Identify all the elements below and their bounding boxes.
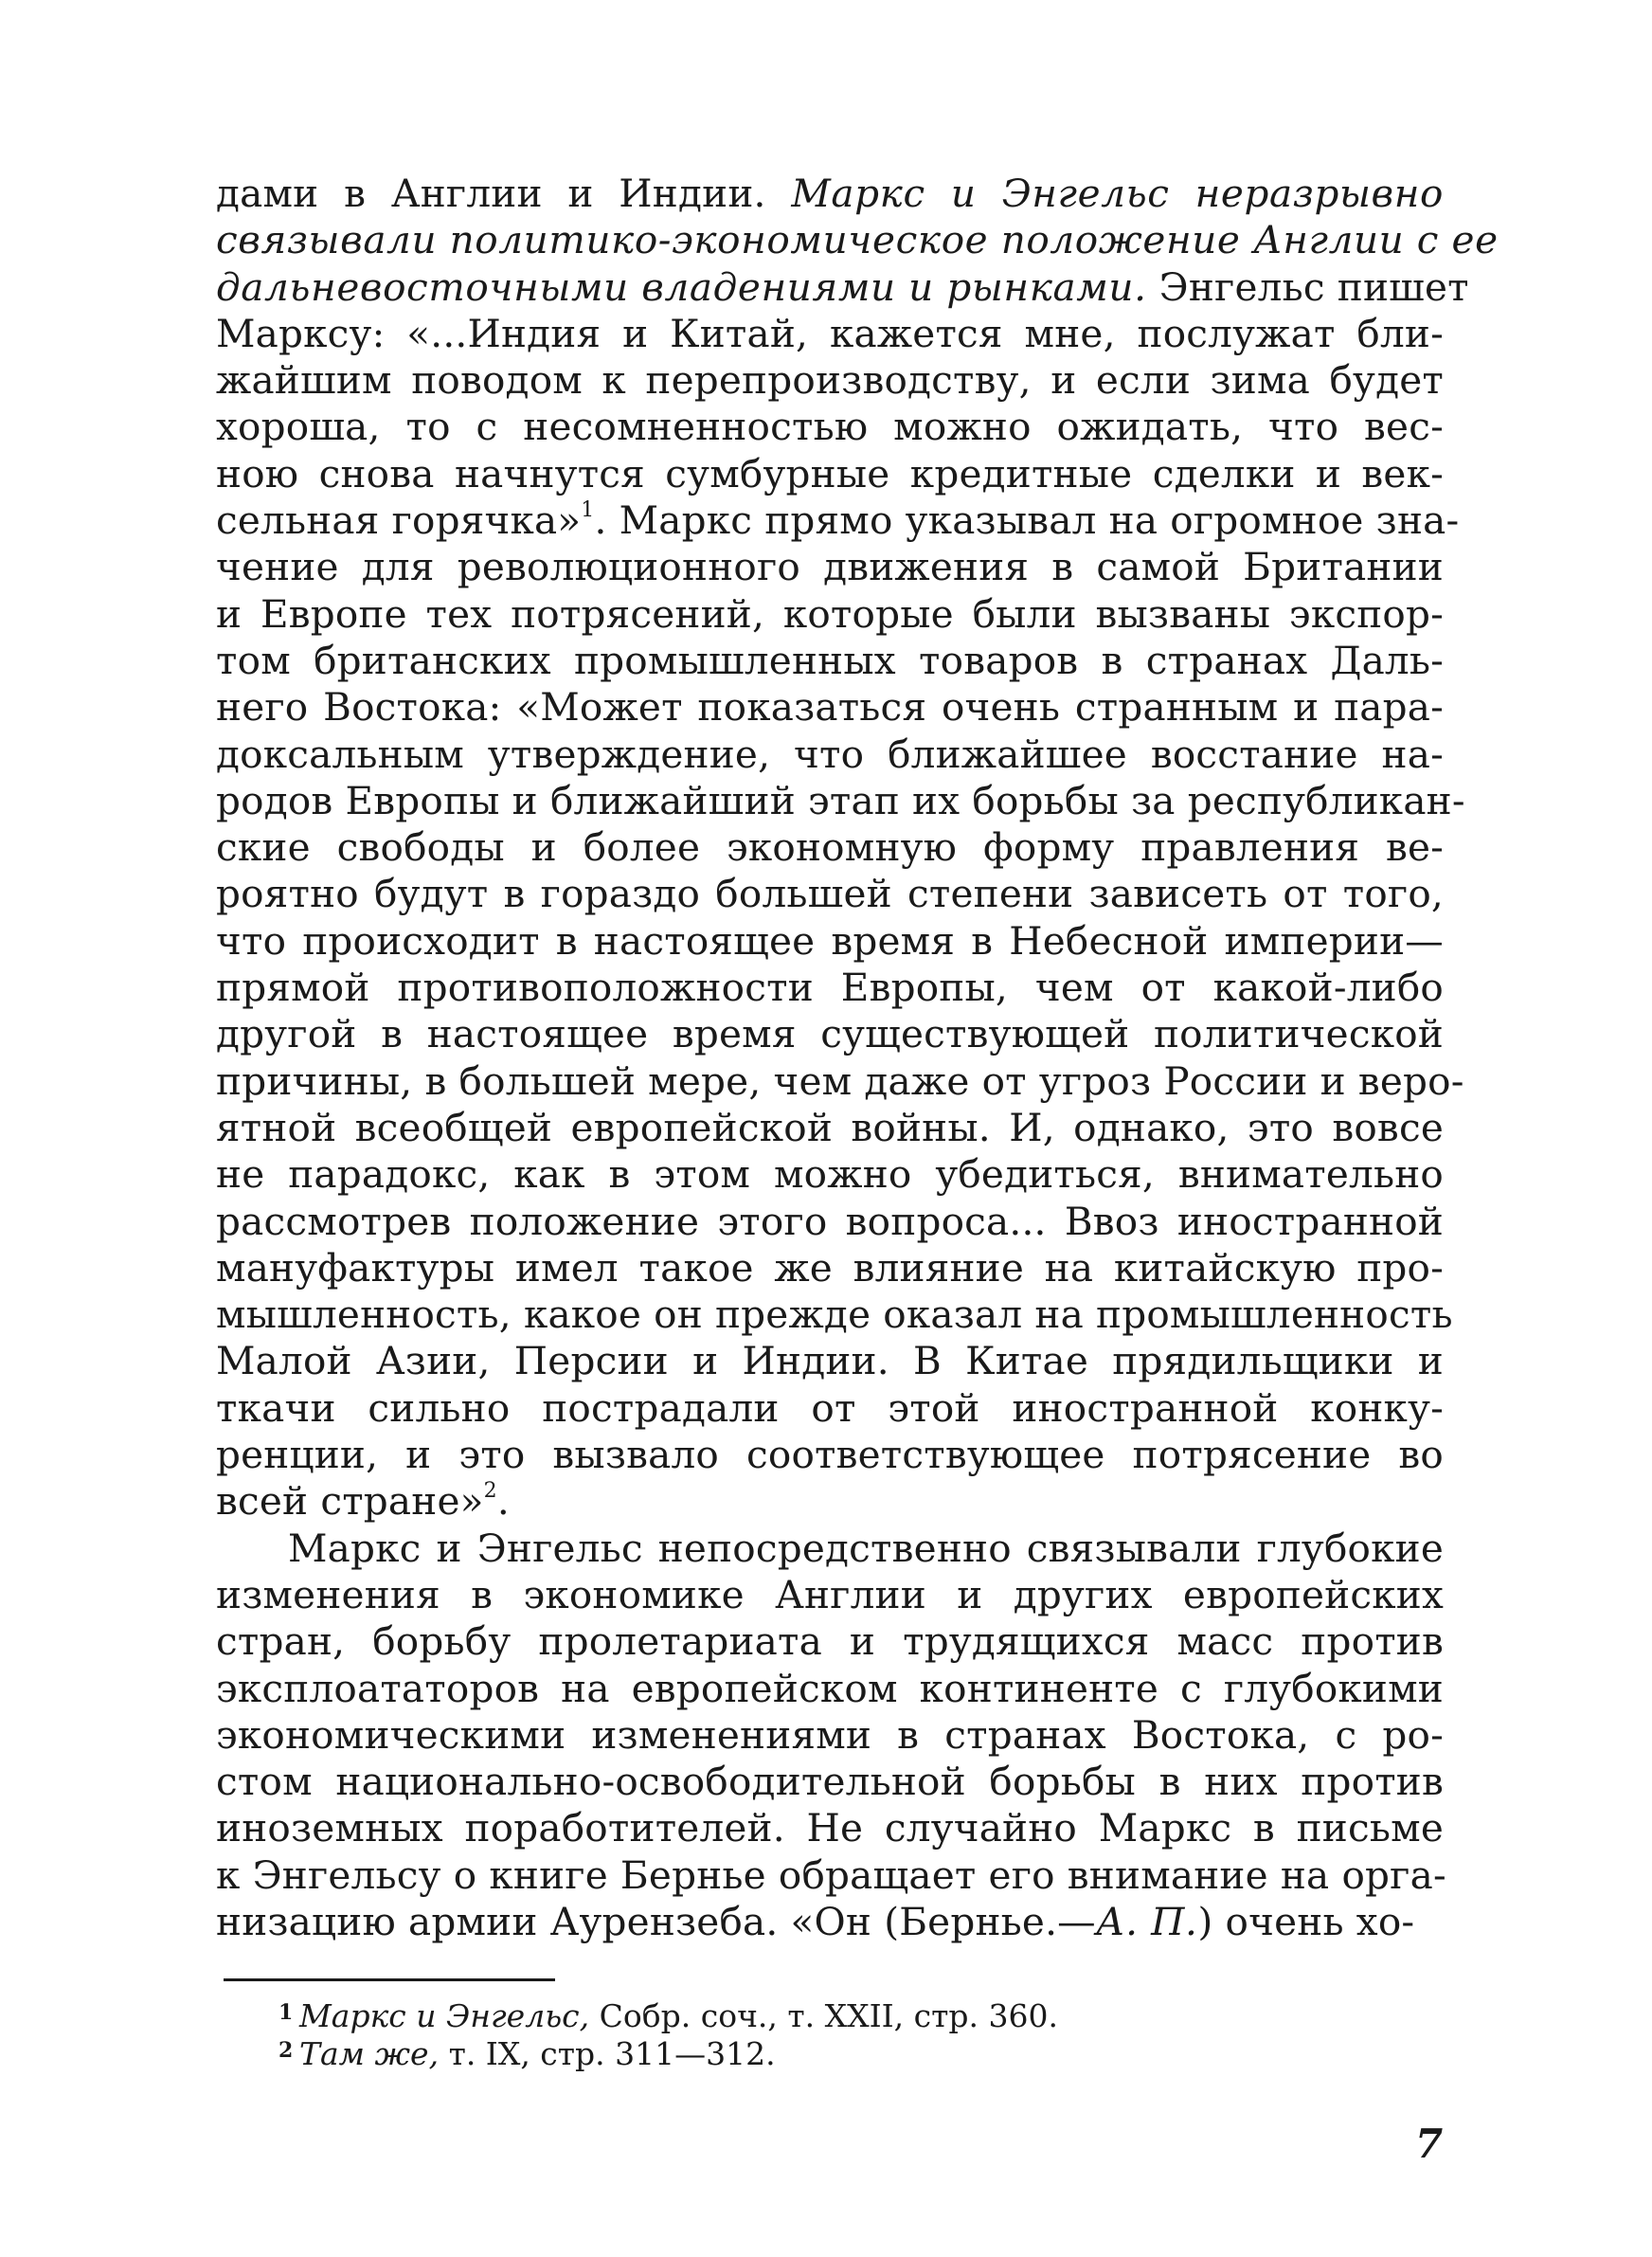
italic-text: связывали политико-экономическое положение Англии с ее (216, 217, 1499, 263)
text-line (216, 1245, 1444, 1291)
text-run: жайшим поводом к перепроизводству, и если зима будет (216, 357, 1444, 404)
footnote-source: Маркс и Энгельс, (299, 1997, 590, 2034)
text-line (216, 1666, 1444, 1712)
footnote-2 (278, 2035, 1436, 2073)
text-line (216, 544, 1444, 590)
text-run: доксальным утверждение, что ближайшее восстание на- (216, 731, 1444, 777)
text-line (216, 1338, 1444, 1384)
text-line (216, 497, 1460, 544)
text-line (216, 638, 1444, 684)
text-run: родов Европы и ближайший этап их борьбы за республикан- (216, 777, 1465, 823)
footnote-text: Собр. соч., т. XXII, стр. 360. (589, 1997, 1058, 2034)
text-line (216, 824, 1444, 871)
footnote-1 (278, 1997, 1436, 2035)
footnote-mark: 1 (278, 2000, 294, 2025)
text-line (216, 1572, 1444, 1618)
page-body (216, 171, 1499, 1945)
text-run: ятной всеобщей европейской войны. И, однако, это вовсе (216, 1104, 1444, 1150)
text-run: что происходит в настоящее время в Небесной империи— (216, 917, 1444, 964)
text-line (216, 451, 1444, 497)
text-line (216, 311, 1444, 357)
italic-text: А. П. (1095, 1898, 1198, 1944)
text-run: мануфактуры имел такое же влияние на китайскую про- (216, 1244, 1444, 1291)
text-line (216, 1899, 1444, 1945)
text-line (216, 357, 1444, 404)
text-run: низацию армии Аурензеба. «Он (Бернье.— (216, 1898, 1096, 1944)
paragraph-1 (216, 171, 1499, 1526)
text-line (216, 1057, 1464, 1105)
text-line (216, 1805, 1444, 1851)
text-line (216, 1432, 1444, 1478)
text-run: дами в Англии и Индии. (216, 171, 792, 216)
text-run: другой в настоящее время существующей политической (216, 1011, 1444, 1057)
paragraph-2 (216, 1526, 1444, 1946)
text-run: причины, в большей мере, чем даже от угроз России и веро- (216, 1057, 1464, 1104)
italic-text: дальневосточными владениями и рынками. (216, 263, 1147, 310)
text-run: . (496, 1478, 510, 1525)
text-run: всей стране» (216, 1478, 484, 1525)
footnote-divider (224, 1978, 555, 1981)
text-run: него Востока: «Может показаться очень странным и пара- (216, 684, 1444, 731)
footnote-source: Там же, (299, 2035, 440, 2072)
footnote-text: т. IX, стр. 311—312. (439, 2035, 776, 2072)
text-line (216, 1011, 1444, 1057)
text-line (216, 1712, 1444, 1759)
text-line (216, 1852, 1444, 1899)
italic-text: Маркс и Энгельс неразрывно (791, 171, 1444, 216)
text-line (216, 1526, 1444, 1572)
text-line (216, 1478, 1444, 1525)
text-run: стом национально-освободительной борьбы в них против (216, 1759, 1444, 1805)
text-line (216, 263, 1469, 311)
text-line (216, 404, 1444, 450)
footnote-reference: 1 (581, 498, 595, 523)
text-run: сельная горячка» (216, 497, 582, 544)
text-run: экономическими изменениями в странах Востока, с ро- (216, 1711, 1444, 1758)
text-run: Энгельс пишет (1146, 263, 1469, 310)
page-number: 7 (1415, 2121, 1444, 2167)
footnote-mark: 2 (278, 2038, 294, 2063)
text-line (216, 777, 1465, 824)
text-run: ские свободы и более экономную форму правления ве- (216, 824, 1444, 871)
text-run: хороша, то с несомненностью можно ожидать, что вес- (216, 404, 1444, 450)
text-run: том британских промышленных товаров в странах Даль- (216, 637, 1444, 683)
text-line (216, 217, 1499, 263)
text-run: ткачи сильно пострадали от этой иностранной конку- (216, 1384, 1444, 1431)
text-run: Малой Азии, Персии и Индии. В Китае прядильщики и (216, 1338, 1444, 1384)
text-line (216, 591, 1444, 638)
text-run: иноземных поработителей. Не случайно Маркс в письме (216, 1805, 1444, 1851)
text-line (216, 1291, 1453, 1338)
text-run: чение для революционного движения в самой Британии (216, 544, 1444, 590)
text-line (216, 1199, 1444, 1245)
text-line (216, 171, 1444, 217)
text-run: рассмотрев положение этого вопроса... Ввоз иностранной (216, 1198, 1444, 1244)
text-line (216, 684, 1444, 731)
footnote-reference: 2 (483, 1479, 497, 1504)
text-run: мышленность, какое он прежде оказал на промышленность (216, 1291, 1453, 1338)
text-line (216, 918, 1444, 965)
text-run: . Маркс прямо указывал на огромное зна- (594, 497, 1460, 544)
text-run: Марксу: «...Индия и Китай, кажется мне, послужат бли- (216, 310, 1444, 356)
text-line (216, 1385, 1444, 1432)
text-run: ною снова начнутся сумбурные кредитные сделки и век- (216, 450, 1444, 497)
text-run: прямой противоположности Европы, чем от какой-либо (216, 965, 1444, 1011)
text-line (216, 871, 1444, 917)
text-line (216, 1759, 1444, 1805)
text-run: изменения в экономике Англии и других европейских (216, 1571, 1444, 1617)
text-run: не парадокс, как в этом можно убедиться, внимательно (216, 1151, 1444, 1198)
text-run: и Европе тех потрясений, которые были вызваны экспор- (216, 590, 1444, 637)
text-run: роятно будут в гораздо большей степени зависеть от того, (216, 871, 1444, 917)
text-line (216, 1151, 1444, 1198)
text-run: эксплоататоров на европейском континенте с глубокими (216, 1665, 1444, 1711)
text-run: ренции, и это вызвало соответствующее потрясение во (216, 1432, 1444, 1478)
text-line (216, 1105, 1444, 1151)
footnotes (278, 1997, 1436, 2073)
text-run: ) очень хо- (1197, 1898, 1415, 1944)
text-run: к Энгельсу о книге Бернье обращает его внимание на орга- (216, 1851, 1446, 1898)
text-run: стран, борьбу пролетариата и трудящихся масс против (216, 1618, 1444, 1665)
text-line (216, 731, 1444, 778)
text-line (216, 1618, 1444, 1665)
text-line (216, 965, 1444, 1011)
text-run: Маркс и Энгельс непосредственно связывали глубокие (288, 1525, 1444, 1571)
